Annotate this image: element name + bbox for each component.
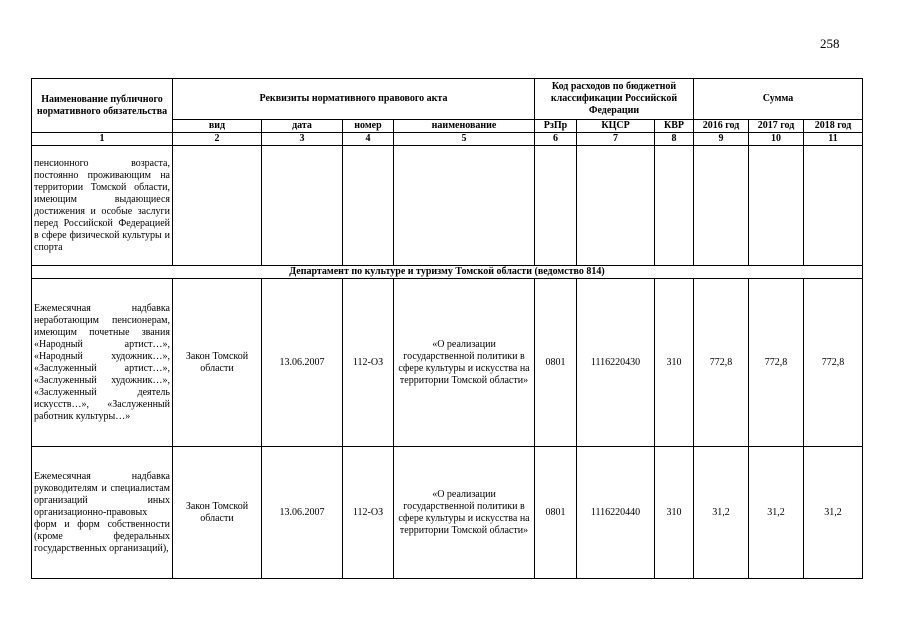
sum-2018: 772,8 [804, 279, 863, 447]
column-numbers-row [32, 133, 863, 146]
column-number: 6 [535, 133, 577, 146]
subheader-title: наименование [394, 120, 535, 133]
column-number: 1 [32, 133, 173, 146]
obligation-name: Ежемесячная надбавка руководителям и специалистам организаций иных организационно-правовых форм и форм собственности (кроме федеральных государственных организаций), [32, 447, 173, 579]
column-number: 9 [694, 133, 749, 146]
subheader-rzpr: РзПр [535, 120, 577, 133]
subheader-number: номер [343, 120, 394, 133]
sum-2017: 772,8 [749, 279, 804, 447]
column-number: 8 [655, 133, 694, 146]
table-row [32, 279, 863, 447]
subheader-2017: 2017 год [749, 120, 804, 133]
table-row-continuation [32, 146, 863, 266]
obligation-name: Ежемесячная надбавка неработающим пенсионерам, имеющим почетные звания «Народный артист…», «Народный художник…», «Заслуженный артист…», «Заслуженный художник…», «Заслуженный деятель искусств…», «Заслуженный работник культуры…» [32, 279, 173, 447]
sum-2016: 31,2 [694, 447, 749, 579]
header-name: Наименование публичного нормативного обязательства [32, 79, 173, 133]
department-title: Департамент по культуре и туризму Томской области (ведомство 814) [32, 266, 863, 279]
subheader-kvr: КВР [655, 120, 694, 133]
subheader-2018: 2018 год [804, 120, 863, 133]
act-date: 13.06.2007 [262, 447, 343, 579]
act-number: 112-ОЗ [343, 447, 394, 579]
table-row [32, 447, 863, 579]
column-number: 2 [173, 133, 262, 146]
code-rzpr: 0801 [535, 447, 577, 579]
sum-2016: 772,8 [694, 279, 749, 447]
header-sum: Сумма [694, 79, 863, 120]
budget-obligations-table [31, 78, 863, 579]
header-requisites: Реквизиты нормативного правового акта [173, 79, 535, 120]
column-number: 10 [749, 133, 804, 146]
code-rzpr: 0801 [535, 279, 577, 447]
act-type: Закон Томской области [173, 279, 262, 447]
obligation-name: пенсионного возраста, постоянно проживающим на территории Томской области, имеющим выдающиеся достижения и особые заслуги перед Российской Федерацией в сфере физической культуры и спорта [32, 146, 173, 266]
code-kcsr: 1116220430 [577, 279, 655, 447]
act-title: «О реализации государственной политики в сфере культуры и искусства на территории Томской области» [394, 447, 535, 579]
department-row [32, 266, 863, 279]
act-date: 13.06.2007 [262, 279, 343, 447]
page-number: 258 [820, 36, 840, 51]
sum-2017: 31,2 [749, 447, 804, 579]
column-number: 4 [343, 133, 394, 146]
act-number: 112-ОЗ [343, 279, 394, 447]
column-number: 3 [262, 133, 343, 146]
column-number: 7 [577, 133, 655, 146]
code-kvr: 310 [655, 447, 694, 579]
subheader-2016: 2016 год [694, 120, 749, 133]
subheader-vid: вид [173, 120, 262, 133]
code-kvr: 310 [655, 279, 694, 447]
subheader-kcsr: КЦСР [577, 120, 655, 133]
subheader-date: дата [262, 120, 343, 133]
code-kcsr: 1116220440 [577, 447, 655, 579]
column-number: 5 [394, 133, 535, 146]
act-type: Закон Томской области [173, 447, 262, 579]
act-title: «О реализации государственной политики в сфере культуры и искусства на территории Томской области» [394, 279, 535, 447]
header-codes: Код расходов по бюджетной классификации Российской Федерации [535, 79, 694, 120]
column-number: 11 [804, 133, 863, 146]
sum-2018: 31,2 [804, 447, 863, 579]
